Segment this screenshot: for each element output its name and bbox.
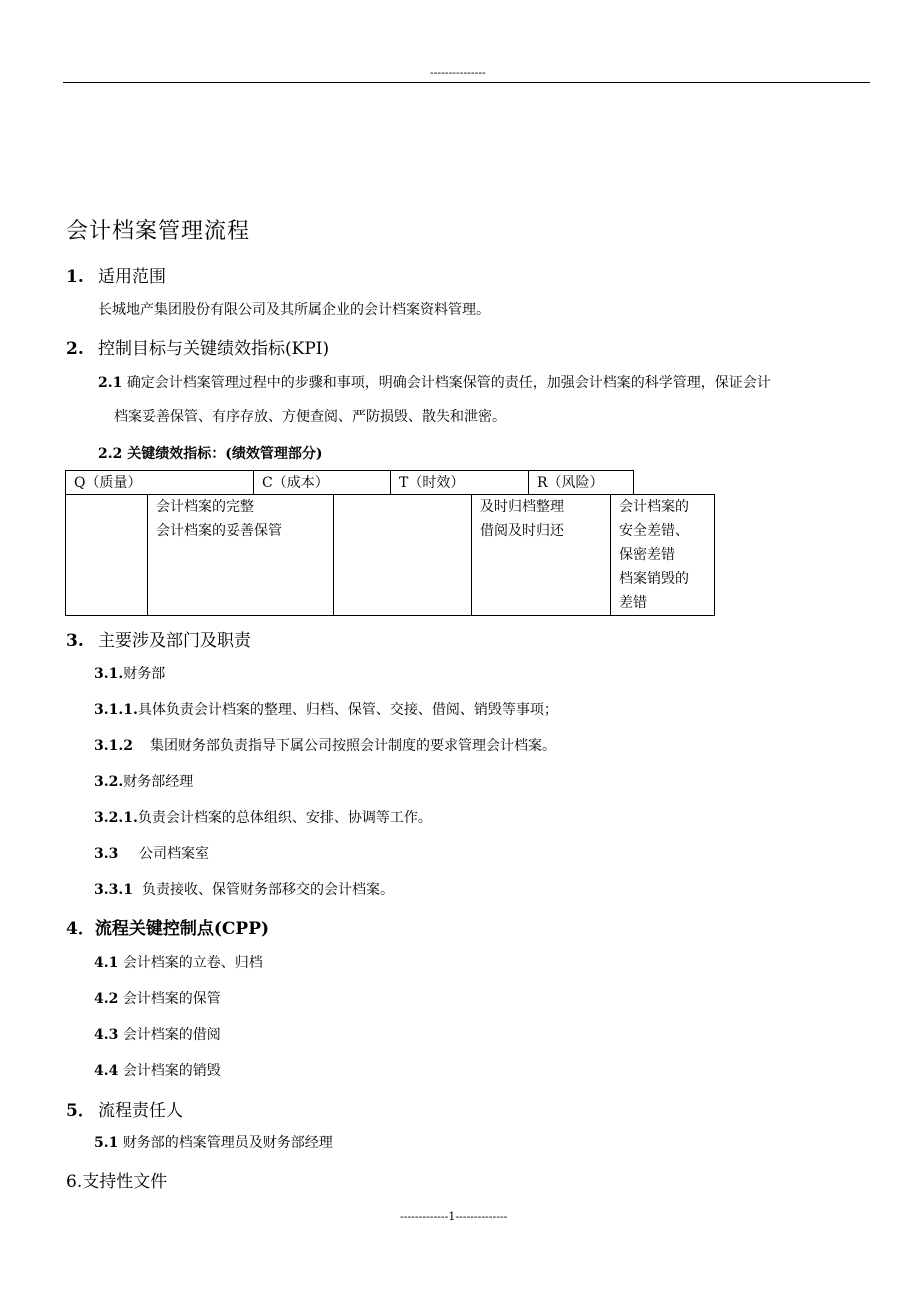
header-dashes: ---------------	[430, 66, 486, 79]
kpi-header-q: Q（质量）	[65, 470, 254, 495]
section-4-title: 流程关键控制点(CPP)	[94, 919, 270, 939]
kpi-cell-5-line5: 差错	[619, 595, 647, 611]
kpi-cell-5-line4: 档案销毁的	[619, 571, 689, 587]
item-3-3-text: 公司档案室	[139, 846, 209, 862]
item-4-1-number: 4.1	[94, 955, 119, 971]
item-3-1-1	[94, 699, 558, 719]
section-3-title: 主要涉及部门及职责	[98, 631, 251, 651]
item-3-1-1-text: 具体负责会计档案的整理、归档、保管、交接、借阅、销毁等事项；	[137, 702, 558, 718]
item-4-2-text: 会计档案的保管	[122, 991, 221, 1007]
kpi-cell-5-line2: 安全差错、	[619, 523, 689, 539]
paragraph-2-1-line1	[98, 372, 771, 392]
kpi-header-r: R（风险）	[528, 470, 634, 495]
item-3-1-2-number: 3.1.2	[94, 738, 133, 754]
page-title: 会计档案管理流程	[66, 219, 251, 244]
paragraph-2-1-line2: 档案妥善保管、有序存放、方便查阅、严防损毁、散失和泄密。	[114, 409, 506, 425]
item-3-1-number: 3.1.	[94, 666, 124, 682]
item-4-4-text: 会计档案的销毁	[122, 1063, 221, 1079]
item-3-3-1	[94, 879, 394, 899]
section-1-number: 1.	[66, 267, 84, 287]
section-4-heading	[66, 914, 269, 939]
section-2-heading	[66, 334, 329, 359]
item-4-3	[94, 1024, 221, 1044]
item-3-2-1	[94, 807, 432, 827]
section-1-heading	[66, 262, 166, 287]
item-4-4-number: 4.4	[94, 1063, 119, 1079]
section-3-number: 3.	[66, 631, 84, 651]
paragraph-2-1-number: 2.1	[98, 375, 123, 391]
item-3-3	[94, 843, 209, 863]
kpi-cell-2	[147, 494, 334, 616]
kpi-cell-4-line1: 及时归档整理	[480, 499, 564, 515]
item-4-4	[94, 1060, 221, 1080]
kpi-cell-4-line2: 借阅及时归还	[480, 523, 564, 539]
kpi-cell-1	[65, 494, 148, 616]
item-4-2	[94, 988, 221, 1008]
item-5-1	[94, 1132, 333, 1152]
section-1-text: 长城地产集团股份有限公司及其所属企业的会计档案资料管理。	[98, 302, 490, 318]
item-3-1-text: 财务部	[123, 666, 166, 682]
kpi-cell-2-line1: 会计档案的完整	[156, 499, 254, 515]
item-3-1-1-number: 3.1.1.	[94, 702, 138, 718]
paragraph-2-2: 2.2 关键绩效指标：(绩效管理部分)	[98, 446, 323, 462]
item-4-1-text: 会计档案的立卷、归档	[122, 955, 263, 971]
item-3-3-1-number: 3.3.1	[94, 882, 133, 898]
item-3-2-1-text: 负责会计档案的总体组织、安排、协调等工作。	[137, 810, 432, 826]
section-2-number: 2.	[66, 339, 84, 359]
kpi-header-c: C（成本）	[253, 470, 391, 495]
kpi-cell-3	[333, 494, 472, 616]
item-3-2-text: 财务部经理	[123, 774, 194, 790]
section-3-heading	[66, 626, 251, 651]
item-3-3-number: 3.3	[94, 846, 119, 862]
section-4-number: 4．	[66, 919, 95, 939]
kpi-cell-2-line2: 会计档案的妥善保管	[156, 523, 282, 539]
item-3-2-number: 3.2.	[94, 774, 124, 790]
item-3-3-1-text: 负责接收、保管财务部移交的会计档案。	[142, 882, 394, 898]
section-2-title: 控制目标与关键绩效指标(KPI)	[98, 339, 330, 359]
kpi-cell-4	[471, 494, 611, 616]
paragraph-2-1-text: 确定会计档案管理过程中的步骤和事项，明确会计档案保管的责任，加强会计档案的科学管理，保证会计	[126, 375, 771, 391]
item-4-2-number: 4.2	[94, 991, 119, 1007]
item-3-1	[94, 663, 165, 683]
item-5-1-number: 5.1	[94, 1135, 119, 1151]
kpi-cell-5-line3: 保密差错	[619, 547, 675, 563]
item-4-1	[94, 952, 263, 972]
kpi-cell-5-line1: 会计档案的	[619, 499, 689, 515]
item-3-1-2	[94, 735, 556, 755]
item-3-1-2-text: 集团财务部负责指导下属公司按照会计制度的要求管理会计档案。	[150, 738, 556, 754]
header-rule	[63, 82, 870, 83]
section-5-number: 5．	[66, 1101, 95, 1121]
section-5-heading	[66, 1096, 183, 1121]
item-5-1-text: 财务部的档案管理员及财务部经理	[122, 1135, 333, 1151]
item-4-3-text: 会计档案的借阅	[122, 1027, 221, 1043]
kpi-header-t: T（时效）	[390, 470, 529, 495]
section-6-heading: 6.支持性文件	[66, 1172, 168, 1192]
item-3-2-1-number: 3.2.1.	[94, 810, 138, 826]
item-3-2	[94, 771, 193, 791]
item-4-3-number: 4.3	[94, 1027, 119, 1043]
page-footer: -------------1--------------	[400, 1210, 508, 1223]
section-1-title: 适用范围	[98, 267, 166, 287]
section-5-title: 流程责任人	[98, 1101, 183, 1121]
kpi-cell-5	[610, 494, 715, 616]
